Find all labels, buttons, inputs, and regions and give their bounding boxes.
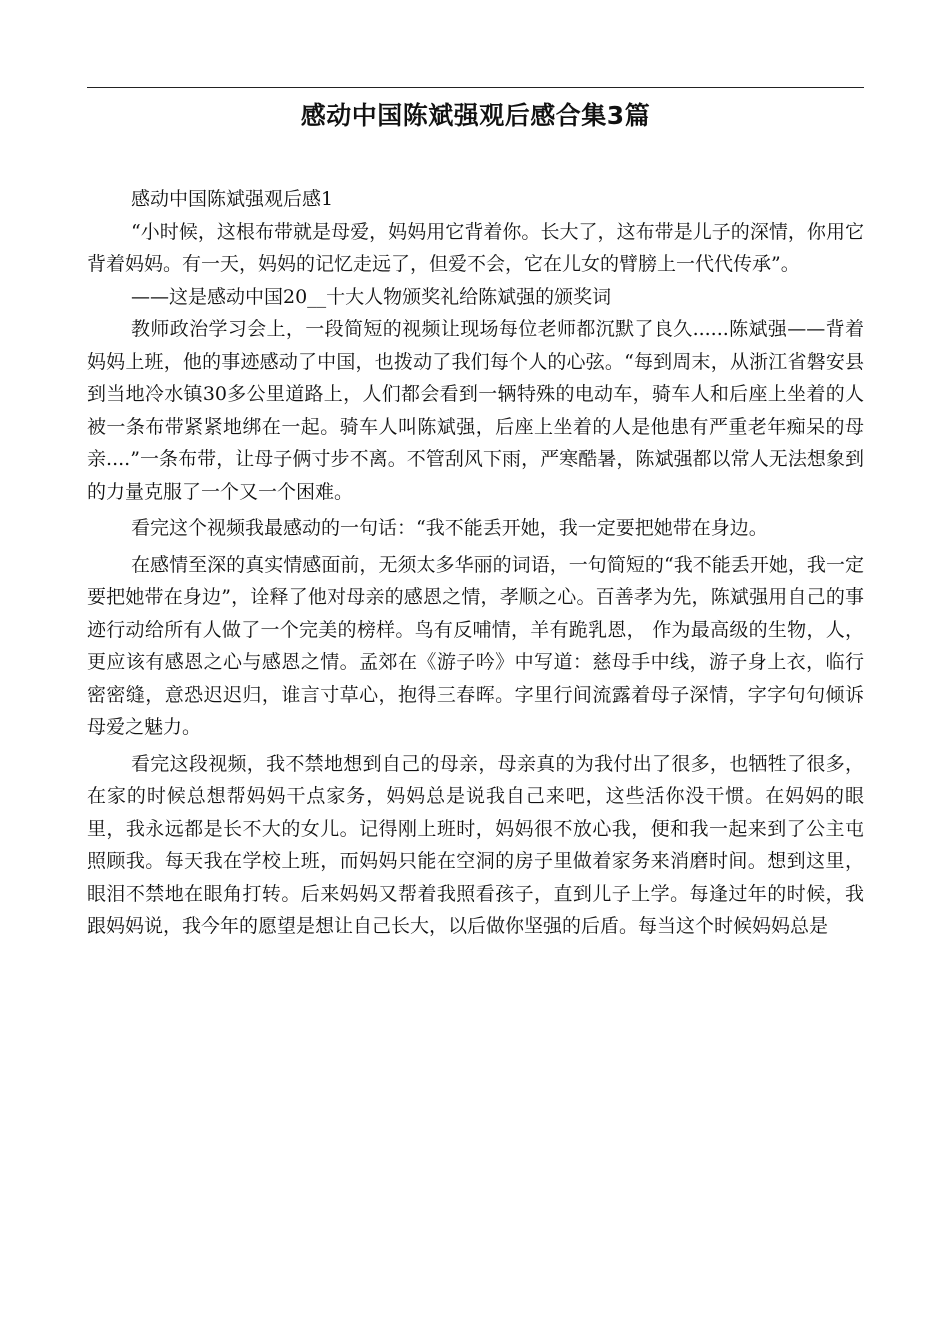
document-title: 感动中国陈斌强观后感合集3篇 xyxy=(300,101,651,130)
document-body xyxy=(87,183,864,943)
section-heading: 感动中国陈斌强观后感1 xyxy=(131,188,334,210)
body-paragraph: 在感情至深的真实情感面前，无须太多华丽的词语，一句简短的“我不能丢开她，我一定要把她带在身边”，诠释了他对母亲的感恩之情，孝顺之心。百善孝为先，陈斌强用自己的事迹行动给所有人做了一个完美的榜样。鸟有反哺情，羊有跪乳恩， 作为最高级的生物，人，更应该有感恩之心与感恩之情。孟郊在《游子吟》中写道：慈母手中线，游子身上衣，临行密密缝，意恐迟迟归，谁言寸草心，抱得三春晖。字里行间流露着母子深情，字字句句倾诉母爱之魅力。 xyxy=(87,553,864,738)
attribution-paragraph: ——这是感动中国20__十大人物颁奖礼给陈斌强的颁奖词 xyxy=(131,285,612,308)
body-paragraph: 看完这段视频，我不禁地想到自己的母亲，母亲真的为我付出了很多，也牺牲了很多，在家的时候总想帮妈妈干点家务，妈妈总是说我自己来吧，这些活你没干惯。在妈妈的眼里，我永远都是长不大的女儿。记得刚上班时，妈妈很不放心我，便和我一起来到了公主屯照顾我。每天我在学校上班，而妈妈只能在空洞的房子里做着家务来消磨时间。想到这里，眼泪不禁地在眼角打转。后来妈妈又帮着我照看孩子，直到儿子上学。每逢过年的时候，我跟妈妈说，我今年的愿望是想让自己长大，以后做你坚强的后盾。每当这个时候妈妈总是 xyxy=(87,752,864,937)
quote-paragraph: “小时候，这根布带就是母爱，妈妈用它背着你。长大了，这布带是儿子的深情，你用它背着妈妈。有一天，妈妈的记忆走远了，但爱不会，它在儿女的臂膀上一代代传承”。 xyxy=(87,220,864,275)
body-paragraph: 看完这个视频我最感动的一句话：“我不能丢开她，我一定要把她带在身边。 xyxy=(131,517,768,539)
body-paragraph: 教师政治学习会上，一段简短的视频让现场每位老师都沉默了良久......陈斌强——背着妈妈上班，他的事迹感动了中国，也拨动了我们每个人的心弦。“每到周末，从浙江省磐安县到当地冷水镇30多公里道路上，人们都会看到一辆特殊的电动车，骑车人和后座上坐着的人被一条布带紧紧地绑在一起。骑车人叫陈斌强，后座上坐着的人是他患有严重老年痴呆的母亲....”一条布带，让母子俩寸步不离。不管刮风下雨，严寒酷暑，陈斌强都以常人无法想象到的力量克服了一个又一个困难。 xyxy=(87,318,864,503)
header-rule xyxy=(87,87,864,88)
